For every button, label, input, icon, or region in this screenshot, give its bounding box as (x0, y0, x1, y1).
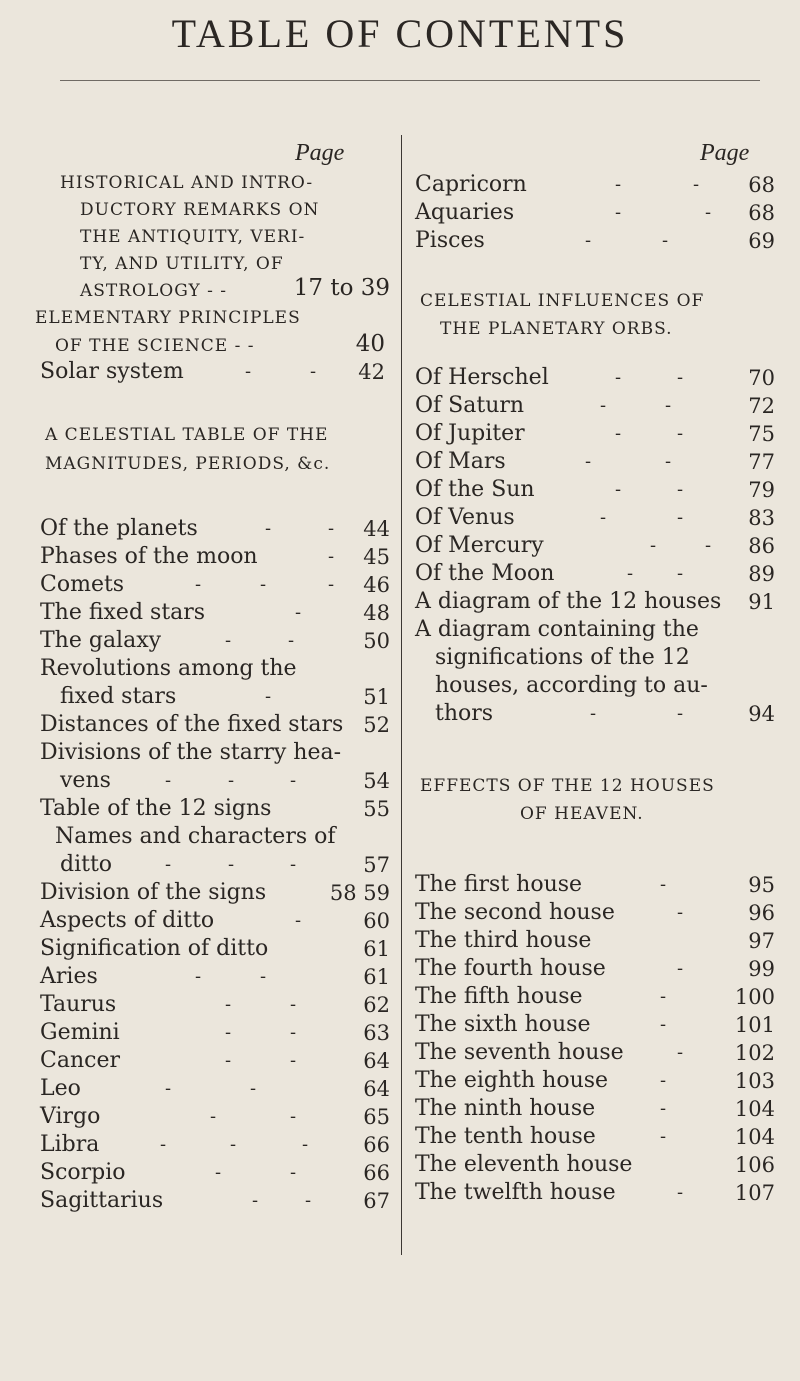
leader-dash: - (160, 1134, 167, 1155)
entry-page: 68 (748, 201, 775, 225)
entry-page: 99 (748, 957, 775, 981)
toc-entry (415, 644, 775, 672)
toc-entry (415, 504, 775, 532)
leader-dash: - (260, 574, 267, 595)
entry-label: Of the Moon (415, 561, 555, 586)
entry-page: 48 (363, 601, 390, 625)
entry-label: houses, according to au- (435, 673, 708, 698)
toc-entry (40, 571, 390, 599)
entry-page: 103 (734, 1069, 775, 1093)
toc-entry (415, 560, 775, 588)
toc-entry (415, 1095, 775, 1123)
entry-page: 52 (363, 713, 390, 737)
entry-label: Scorpio (40, 1160, 126, 1185)
leader-dash: - (225, 1050, 232, 1071)
entry-label: The ninth house (415, 1096, 596, 1121)
entry-page: 70 (748, 366, 775, 390)
entry-label: Of Saturn (415, 393, 525, 418)
leader-dash: - (210, 1106, 217, 1127)
toc-entry (40, 1047, 390, 1075)
entry-page: 65 (363, 1105, 390, 1129)
leader-dash: - (230, 1134, 237, 1155)
toc-entry (415, 1067, 775, 1095)
entry-label: Aspects of ditto (40, 908, 215, 933)
entry-page: 57 (363, 853, 390, 877)
entry-label: significations of the 12 (435, 645, 690, 670)
entry-page: 107 (734, 1181, 775, 1205)
toc-entry (40, 683, 390, 711)
entry-label: The fourth house (415, 956, 606, 981)
leader-dash: - (660, 1014, 667, 1035)
toc-entry (40, 851, 390, 879)
entry-page: 89 (748, 562, 775, 586)
leader-dash: - (228, 854, 235, 875)
entry-page: 97 (748, 929, 775, 953)
leader-dash: - (600, 395, 607, 416)
heading-line: ASTROLOGY - - (80, 281, 228, 301)
leader-dash: - (290, 770, 297, 791)
entry-label: The fifth house (415, 984, 583, 1009)
entry-page: 86 (748, 534, 775, 558)
leader-dash: - (705, 202, 712, 223)
leader-dash: - (225, 630, 232, 651)
toc-entry (40, 739, 390, 767)
entry-label: The twelfth house (415, 1180, 616, 1205)
leader-dash: - (290, 854, 297, 875)
leader-dash: - (660, 1070, 667, 1091)
entry-label: Libra (40, 1132, 100, 1157)
leader-dash: - (615, 479, 622, 500)
leader-dash: - (302, 1134, 309, 1155)
entry-label: Aquaries (415, 200, 515, 225)
entry-label: Of Venus (415, 505, 515, 530)
leader-dash: - (662, 230, 669, 251)
leader-dash: - (290, 994, 297, 1015)
leader-dash: - (677, 703, 684, 724)
toc-entry (40, 767, 390, 795)
leader-dash: - (290, 1162, 297, 1183)
leader-dash: - (650, 535, 657, 556)
leader-dash: - (677, 507, 684, 528)
leader-dash: - (225, 994, 232, 1015)
entry-label: Of Herschel (415, 365, 549, 390)
toc-entry (40, 823, 390, 851)
leader-dash: - (165, 854, 172, 875)
toc-entry (40, 543, 390, 571)
leader-dash: - (615, 202, 622, 223)
toc-entry (40, 599, 390, 627)
entry-page: 50 (363, 629, 390, 653)
toc-entry (415, 899, 775, 927)
entry-page: 51 (363, 685, 390, 709)
entry-label: Names and characters of (55, 824, 336, 849)
historical-page: 17 to 39 (293, 275, 390, 301)
leader-dash: - (195, 966, 202, 987)
toc-entry (415, 532, 775, 560)
leader-dash: - (195, 574, 202, 595)
entry-page: 104 (734, 1097, 775, 1121)
entry-page: 100 (734, 985, 775, 1009)
leader-dash: - (677, 479, 684, 500)
elementary-page: 40 (355, 331, 385, 357)
entry-label: The eighth house (415, 1068, 609, 1093)
leader-dash: - (305, 1190, 312, 1211)
toc-entry (40, 907, 390, 935)
entry-label: Of Jupiter (415, 421, 525, 446)
toc-entry (415, 616, 775, 644)
toc-entry (415, 392, 775, 420)
toc-entry (415, 364, 775, 392)
entry-label: Virgo (40, 1104, 101, 1129)
entry-page: 61 (363, 937, 390, 961)
entry-page: 96 (748, 901, 775, 925)
toc-entry (40, 1103, 390, 1131)
toc-entry (415, 227, 775, 255)
leader-dash: - (288, 630, 295, 651)
heading-line: CELESTIAL INFLUENCES OF (420, 291, 705, 311)
entry-page: 106 (734, 1153, 775, 1177)
leader-dash: - (265, 686, 272, 707)
toc-entry (40, 1159, 390, 1187)
entry-page: 62 (363, 993, 390, 1017)
entry-page: 91 (748, 590, 775, 614)
entry-page: 42 (358, 360, 385, 384)
entry-label: The first house (415, 872, 583, 897)
leader-dash: - (290, 1022, 297, 1043)
entry-page: 69 (748, 229, 775, 253)
toc-entry (40, 1075, 390, 1103)
leader-dash: - (677, 367, 684, 388)
entry-label: ditto (60, 852, 113, 877)
toc-entry (40, 963, 390, 991)
entry-label: Of Mercury (415, 533, 544, 558)
leader-dash: - (665, 395, 672, 416)
entry-page: 45 (363, 545, 390, 569)
entry-page: 64 (363, 1049, 390, 1073)
entry-label: The eleventh house (415, 1152, 633, 1177)
leader-dash: - (677, 1042, 684, 1063)
entry-label: The tenth house (415, 1124, 596, 1149)
celestial-table-heading (40, 422, 390, 482)
entry-label: Taurus (40, 992, 117, 1017)
entry-page: 66 (363, 1133, 390, 1157)
page-column-heading: Page (700, 140, 750, 166)
leader-dash: - (677, 423, 684, 444)
toc-entry (40, 1131, 390, 1159)
toc-entry (415, 1039, 775, 1067)
toc-entry (40, 358, 390, 386)
toc-entry (415, 476, 775, 504)
leader-dash: - (165, 770, 172, 791)
leader-dash: - (600, 507, 607, 528)
toc-entry (415, 171, 775, 199)
entry-page: 46 (363, 573, 390, 597)
entry-page: 104 (734, 1125, 775, 1149)
entry-page: 66 (363, 1161, 390, 1185)
entry-label: Of Mars (415, 449, 506, 474)
entry-page: 44 (363, 517, 390, 541)
toc-entry (415, 871, 775, 899)
page-title: TABLE OF CONTENTS (171, 11, 629, 56)
leader-dash: - (165, 1078, 172, 1099)
leader-dash: - (228, 770, 235, 791)
toc-entry (415, 983, 775, 1011)
entry-label: Capricorn (415, 172, 527, 197)
leader-dash: - (260, 966, 267, 987)
entry-label: Division of the signs (40, 880, 267, 905)
toc-entry (40, 879, 390, 907)
leader-dash: - (677, 563, 684, 584)
leader-dash: - (615, 367, 622, 388)
entry-page: 54 (363, 769, 390, 793)
entry-label: thors (435, 701, 494, 726)
entry-label: The galaxy (40, 628, 162, 653)
entry-page: 61 (363, 965, 390, 989)
heading-line: THE PLANETARY ORBS. (440, 319, 673, 339)
influences-heading (415, 288, 775, 348)
leader-dash: - (585, 451, 592, 472)
entry-page: 63 (363, 1021, 390, 1045)
leader-dash: - (627, 563, 634, 584)
leader-dash: - (615, 174, 622, 195)
leader-dash: - (585, 230, 592, 251)
historical-heading (40, 170, 390, 310)
leader-dash: - (245, 361, 252, 382)
entry-label: The seventh house (415, 1040, 624, 1065)
entry-label: Signification of ditto (40, 936, 269, 961)
toc-entry (415, 927, 775, 955)
leader-dash: - (660, 986, 667, 1007)
entry-page: 60 (363, 909, 390, 933)
leader-dash: - (705, 535, 712, 556)
toc-entry (40, 711, 390, 739)
toc-entry (415, 1179, 775, 1207)
toc-entry (415, 448, 775, 476)
entry-label: The second house (415, 900, 615, 925)
toc-entry (40, 935, 390, 963)
entry-label: Solar system (40, 359, 184, 384)
column-divider (401, 135, 402, 1255)
toc-entry (415, 1123, 775, 1151)
toc-entry (415, 1011, 775, 1039)
heading-line: MAGNITUDES, PERIODS, &c. (45, 454, 331, 474)
leader-dash: - (290, 1106, 297, 1127)
leader-dash: - (677, 1182, 684, 1203)
leader-dash: - (660, 874, 667, 895)
entry-label: fixed stars (60, 684, 177, 709)
effects-heading (415, 773, 775, 833)
leader-dash: - (215, 1162, 222, 1183)
entry-page: 64 (363, 1077, 390, 1101)
toc-entry (415, 672, 775, 700)
entry-label: A diagram of the 12 houses (415, 589, 722, 614)
entry-page: 79 (748, 478, 775, 502)
heading-line: TY, AND UTILITY, OF (80, 254, 284, 274)
entry-label: A diagram containing the (415, 617, 699, 642)
leader-dash: - (225, 1022, 232, 1043)
entry-page: 94 (748, 702, 775, 726)
entry-label: Aries (40, 964, 98, 989)
entry-page: 83 (748, 506, 775, 530)
entry-label: Distances of the fixed stars (40, 712, 344, 737)
entry-label: Phases of the moon (40, 544, 258, 569)
entry-label: Pisces (415, 228, 485, 253)
leader-dash: - (665, 451, 672, 472)
heading-line: THE ANTIQUITY, VERI- (80, 227, 306, 247)
leader-dash: - (290, 1050, 297, 1071)
toc-entry (415, 955, 775, 983)
leader-dash: - (250, 1078, 257, 1099)
leader-dash: - (310, 361, 317, 382)
toc-entry (415, 199, 775, 227)
leader-dash: - (295, 910, 302, 931)
leader-dash: - (328, 546, 335, 567)
leader-dash: - (328, 574, 335, 595)
heading-line: OF THE SCIENCE - - (55, 336, 255, 356)
leader-dash: - (660, 1098, 667, 1119)
entry-page: 101 (734, 1013, 775, 1037)
entry-label: Gemini (40, 1020, 120, 1045)
entry-label: Leo (40, 1076, 81, 1101)
toc-entry (40, 655, 390, 683)
heading-line: OF HEAVEN. (520, 804, 644, 824)
leader-dash: - (252, 1190, 259, 1211)
toc-entry (40, 1187, 390, 1215)
entry-label: Sagittarius (40, 1188, 164, 1213)
entry-label: Of the planets (40, 516, 198, 541)
toc-entry (40, 515, 390, 543)
toc-entry (40, 795, 390, 823)
entry-page: 68 (748, 173, 775, 197)
toc-entry (40, 1019, 390, 1047)
toc-entry (40, 991, 390, 1019)
entry-page: 58 59 (329, 881, 390, 905)
entry-page: 77 (748, 450, 775, 474)
elementary-heading (35, 305, 390, 365)
heading-line: ELEMENTARY PRINCIPLES (35, 308, 301, 328)
leader-dash: - (615, 423, 622, 444)
entry-label: Cancer (40, 1048, 120, 1073)
entry-label: Divisions of the starry hea- (40, 740, 342, 765)
toc-entry (415, 588, 775, 616)
toc-entry (415, 1151, 775, 1179)
heading-line: DUCTORY REMARKS ON (80, 200, 320, 220)
entry-label: vens (60, 768, 111, 793)
toc-entry (415, 700, 775, 728)
leader-dash: - (677, 902, 684, 923)
leader-dash: - (295, 602, 302, 623)
title-rule (60, 80, 760, 81)
entry-label: The fixed stars (40, 600, 206, 625)
entry-label: Comets (40, 572, 125, 597)
leader-dash: - (328, 518, 335, 539)
entry-label: Of the Sun (415, 477, 535, 502)
leader-dash: - (265, 518, 272, 539)
entry-label: Revolutions among the (40, 656, 297, 681)
entry-label: Table of the 12 signs (40, 796, 272, 821)
toc-entry (40, 627, 390, 655)
heading-line: HISTORICAL AND INTRO- (60, 173, 314, 193)
entry-label: The third house (415, 928, 592, 953)
heading-line: EFFECTS OF THE 12 HOUSES (420, 776, 715, 796)
entry-page: 75 (748, 422, 775, 446)
leader-dash: - (677, 958, 684, 979)
page-column-heading: Page (295, 140, 345, 166)
heading-line: A CELESTIAL TABLE OF THE (45, 425, 329, 445)
entry-label: The sixth house (415, 1012, 591, 1037)
toc-entry (415, 420, 775, 448)
entry-page: 102 (734, 1041, 775, 1065)
entry-page: 95 (748, 873, 775, 897)
leader-dash: - (693, 174, 700, 195)
leader-dash: - (660, 1126, 667, 1147)
entry-page: 67 (363, 1189, 390, 1213)
leader-dash: - (590, 703, 597, 724)
entry-page: 55 (363, 797, 390, 821)
entry-page: 72 (748, 394, 775, 418)
